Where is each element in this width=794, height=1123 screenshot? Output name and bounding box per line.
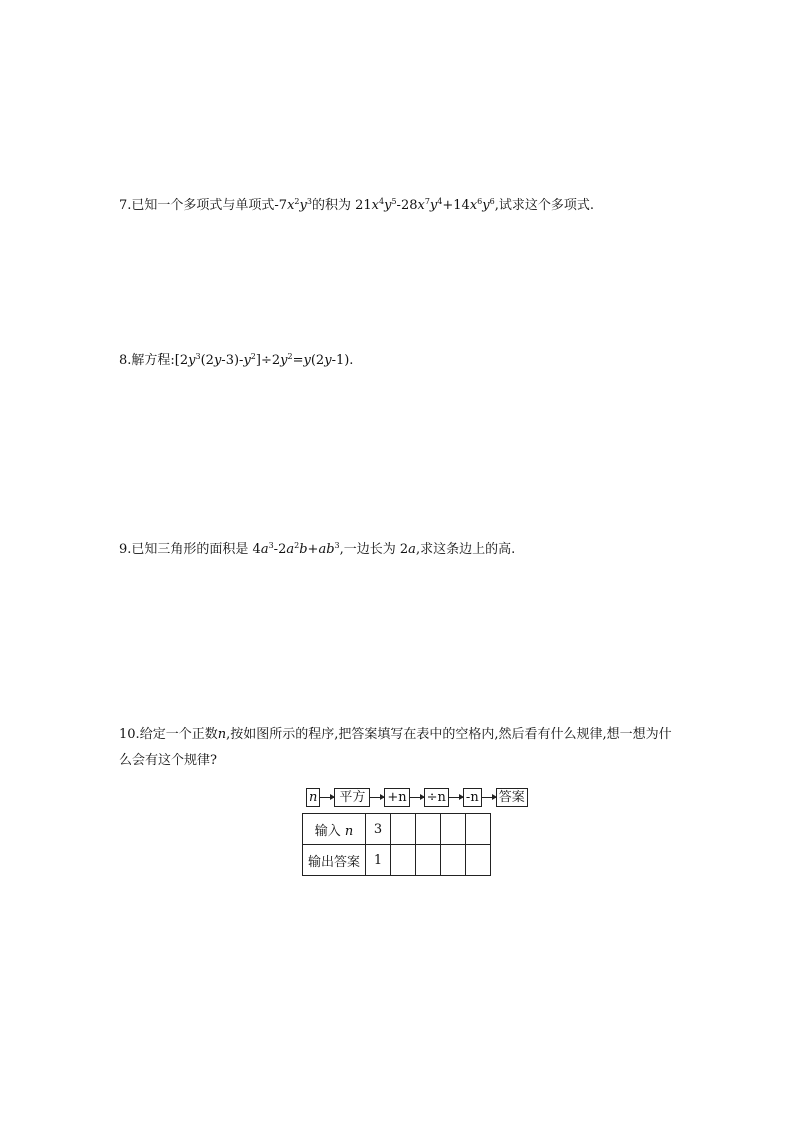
flow-arrow: [320, 797, 334, 798]
output-label-cell: 输出答案: [303, 845, 366, 876]
output-cell-1: 1: [366, 845, 391, 876]
flow-arrow: [482, 797, 496, 798]
input-cell-3[interactable]: [416, 814, 441, 845]
input-cell-4[interactable]: [441, 814, 466, 845]
table-row-input: [303, 814, 491, 845]
flow-add-n-box: +n: [384, 788, 409, 807]
flow-arrow: [410, 797, 424, 798]
output-cell-3[interactable]: [416, 845, 441, 876]
input-output-table: [302, 813, 491, 876]
input-cell-2[interactable]: [391, 814, 416, 845]
table-row-output: [303, 845, 491, 876]
flow-arrow: [449, 797, 463, 798]
output-cell-2[interactable]: [391, 845, 416, 876]
flow-arrow: [370, 797, 384, 798]
output-cell-4[interactable]: [441, 845, 466, 876]
flow-start-box: n: [306, 788, 320, 807]
output-cell-5[interactable]: [466, 845, 491, 876]
input-cell-1: 3: [366, 814, 391, 845]
input-cell-5[interactable]: [466, 814, 491, 845]
problem-10-number: 10.: [119, 727, 140, 742]
problem-7: 7.已知一个多项式与单项式$-7x^2y^3$的积为 $21x^4y^5-28x^7y^4+14x^6y^6$,试求这个多项式.: [119, 197, 594, 213]
problem-7-number: 7.: [119, 198, 132, 213]
problem-9-number: 9.: [119, 542, 132, 557]
problem-8-number: 8.: [119, 353, 132, 368]
flow-subtract-n-box: -n: [463, 788, 482, 807]
flow-square-box: 平方: [334, 788, 370, 807]
flow-divide-n-box: ÷n: [424, 788, 449, 807]
program-flow-chart: [306, 788, 528, 807]
problem-9: 9.已知三角形的面积是 $4a^3-2a^2b+ab^3$,一边长为 2a,求这条边上的高.: [119, 541, 516, 557]
input-label-cell: 输入 n: [303, 814, 366, 845]
problem-10: 10.给定一个正数n,按如图所示的程序,把答案填写在表中的空格内,然后看有什么规律,想一想为什么会有这个规律?: [119, 727, 672, 768]
problem-8: 8.解方程$:[2y^3(2y-3)-y^2]\div 2y^2=y(2y-1)$.: [119, 352, 354, 368]
flow-answer-box: 答案: [496, 788, 528, 807]
